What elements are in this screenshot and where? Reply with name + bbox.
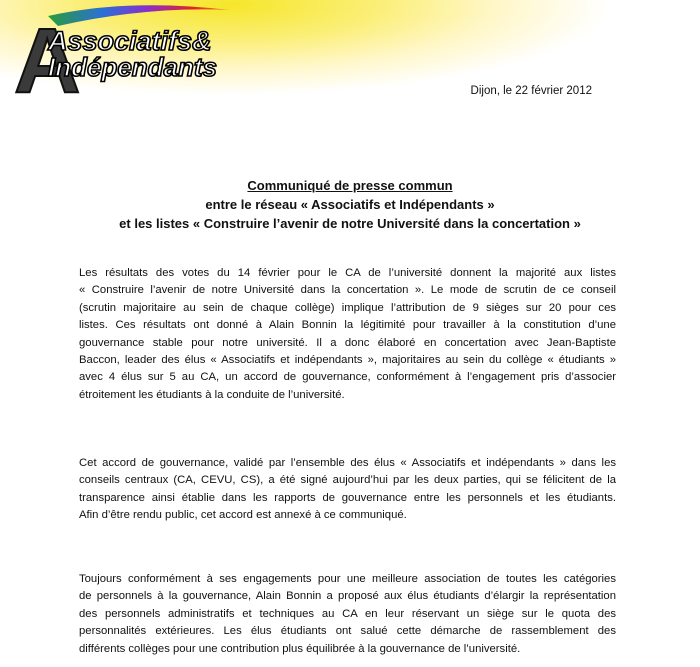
paragraph-line: Baccon, leader des élus « Associatifs et indépendants », majoritaires au sein du collège « étudiants » (79, 354, 616, 367)
paragraph-1 (79, 265, 616, 404)
document-date: Dijon, le 22 février 2012 (470, 85, 592, 97)
logo-big-letter: A (14, 10, 81, 102)
paragraph-line: étroitement les étudiants à la conduite de l’université. (79, 388, 345, 401)
paragraph-line: conseils centraux (CA, CEVU, CS), a été signé aujourd’hui par les deux parties, qui se félicitent de la (79, 474, 616, 487)
paragraph-line: transparence ainsi établie dans les rapports de gouvernance entre les personnels et les étudiants. (79, 491, 616, 504)
paragraph-line: listes. Ces résultats ont donné à Alain Bonnin la légitimité pour travailler à la constitution d’une (79, 319, 616, 332)
association-logo (8, 2, 248, 102)
paragraph-line: des personnels administratifs et techniques au CA en leur réservant un siège sur le quota des (79, 607, 616, 620)
title-line-3: et les listes « Construire l’avenir de notre Université dans la concertation » (119, 216, 581, 231)
paragraph-line: Toujours conformément à ses engagements pour une meilleure association de toutes les catégories (79, 573, 616, 585)
paragraph-line: « Construire l’avenir de notre Université dans la concertation ». Le mode de scrutin de ce conseil (79, 284, 616, 297)
paragraph-line: personnalités extérieures. Les élus étudiants ont salué cette démarche de rassemblement des (79, 625, 616, 638)
paragraph-line: Afin d’être rendu public, cet accord est annexé à ce communiqué. (79, 509, 407, 522)
paragraph-line: de personnels à la gouvernance, Alain Bonnin a proposé aux élus étudiants d’élargir la représentation (79, 590, 616, 603)
paragraph-line: avec 4 élus sur 5 au CA, un accord de gouvernance, conformément à l’engagement pris d’associer (79, 371, 616, 384)
paragraph-3 (79, 571, 616, 658)
logo-line1: Associatifs& (48, 26, 212, 56)
paragraph-2 (79, 455, 616, 525)
paragraph-line: Les résultats des votes du 14 février pour le CA de l’université donnent la majorité aux listes (79, 267, 616, 279)
paragraph-line: différents collèges pour une contribution plus équilibrée à la gouvernance de l’université. (79, 642, 521, 655)
logo-graphic (8, 2, 248, 102)
press-release-title (0, 176, 700, 233)
paragraph-line: gouvernance stable pour notre université. Il a donc élaboré en concertation avec Jean-Baptiste (79, 336, 616, 349)
paragraph-line: Cet accord de gouvernance, validé par l’ensemble des élus « Associatifs et indépendants » dans les (79, 457, 616, 469)
logo-line2: Indépendants (48, 52, 218, 82)
title-line-1: Communiqué de presse commun (247, 178, 453, 193)
paragraph-line: (scrutin majoritaire au sein de chaque collège) implique l’attribution de 9 sièges sur 20 pour ces (79, 301, 616, 314)
title-line-2: entre le réseau « Associatifs et Indépendants » (205, 197, 495, 212)
